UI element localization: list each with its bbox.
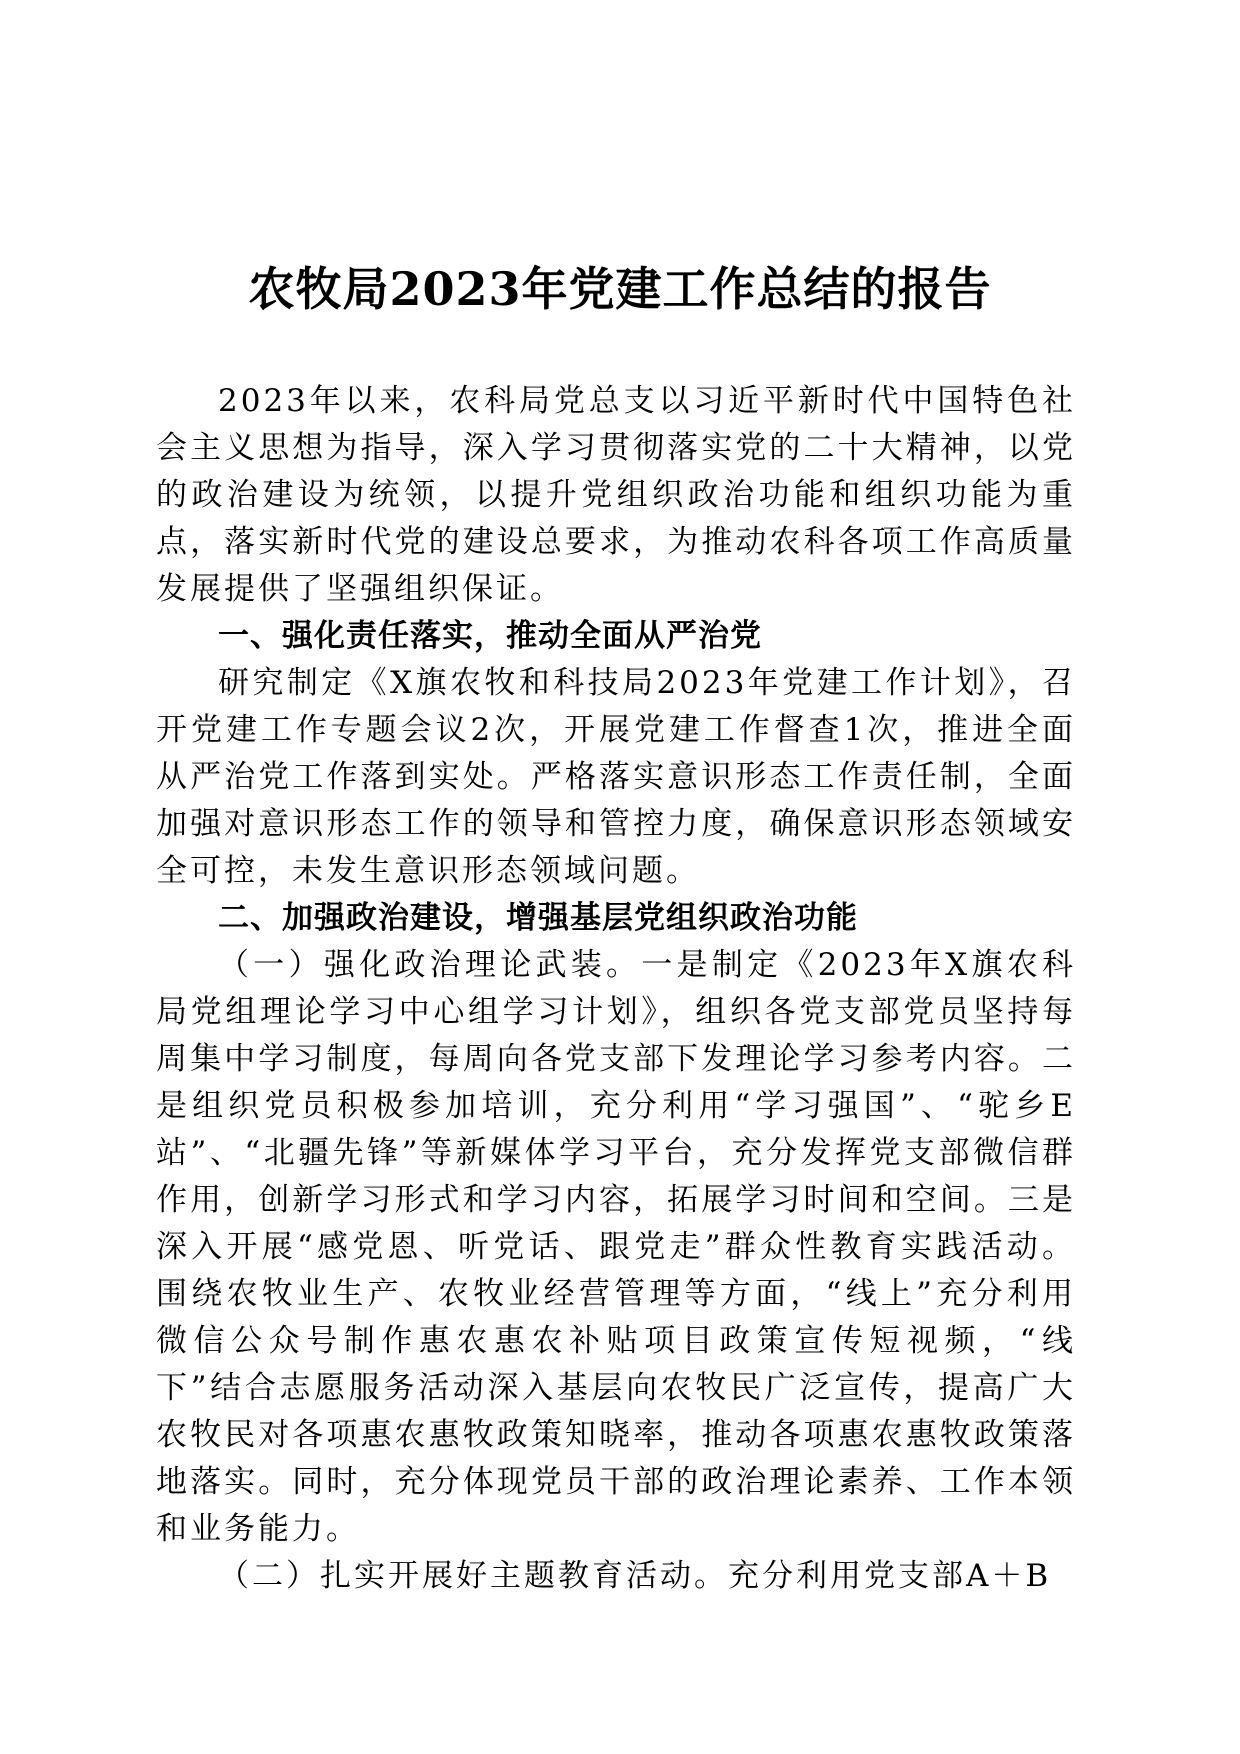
document-body bbox=[156, 378, 1076, 1600]
section-2-paragraph-1: （一）强化政治理论武装。一是制定《2023年X旗农科局党组理论学习中心组学习计划》，组织各党支部党员坚持每周集中学习制度，每周向各党支部下发理论学习参考内容。二是组织党员积极参加培训，充分利用“学习强国”、“驼乡E站”、“北疆先锋”等新媒体学习平台，充分发挥党支部微信群作用，创新学习形式和学习内容，拓展学习时间和空间。三是深入开展“感党恩、听党话、跟党走”群众性教育实践活动。围绕农牧业生产、农牧业经营管理等方面，“线上”充分利用微信公众号制作惠农惠农补贴项目政策宣传短视频，“线下”结合志愿服务活动深入基层向农牧民广泛宣传，提高广大农牧民对各项惠农惠牧政策知晓率，推动各项惠农惠牧政策落地落实。同时，充分体现党员干部的政治理论素养、工作本领和业务能力。 bbox=[156, 947, 1076, 1547]
section-1-paragraph: 研究制定《X旗农牧和科技局2023年党建工作计划》，召开党建工作专题会议2次，开展党建工作督查1次，推进全面从严治党工作落到实处。严格落实意识形态工作责任制，全面加强对意识形态工作的领导和管控力度，确保意识形态领域安全可控，未发生意识形态领域问题。 bbox=[156, 665, 1076, 889]
section-2-heading: 二、加强政治建设，增强基层党组织政治功能 bbox=[218, 900, 858, 936]
section-2-paragraph-2: （二）扎实开展好主题教育活动。充分利用党支部A＋B bbox=[218, 1558, 1052, 1594]
document-title: 农牧局2023年党建工作总结的报告 bbox=[248, 261, 992, 316]
intro-paragraph: 2023年以来，农科局党总支以习近平新时代中国特色社会主义思想为指导，深入学习贯彻落实党的二十大精神，以党的政治建设为统领，以提升党组织政治功能和组织功能为重点，落实新时代党的建设总要求，为推动农科各项工作高质量发展提供了坚强组织保证。 bbox=[156, 383, 1076, 607]
section-1-heading: 一、强化责任落实，推动全面从严治党 bbox=[218, 618, 762, 654]
